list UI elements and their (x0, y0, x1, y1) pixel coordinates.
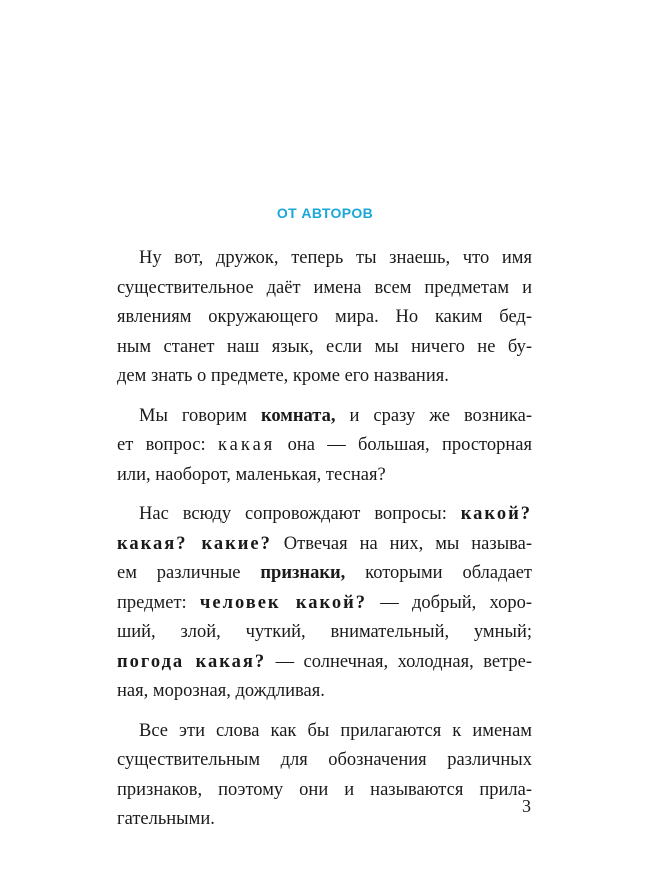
text-line: Все эти слова как бы прилагаются к именам (139, 720, 532, 741)
bold-term: комната, (260, 405, 336, 426)
text-segment: ет вопрос: (117, 435, 218, 455)
text-line: или, наоборот, маленькая, тесная? (117, 464, 386, 485)
text-segment: — солнечная, холодная, ветре- (266, 651, 532, 672)
text-line: ший, злой, чуткий, внимательный, умный; (117, 622, 532, 642)
paragraph-3 (117, 500, 532, 707)
text-line (117, 589, 532, 619)
text-segment: Отвечая на них, мы называ- (271, 533, 532, 554)
paragraph-1 (117, 244, 532, 392)
text-line: признаков, поэтому они и называются прила- (117, 779, 532, 800)
text-line (117, 500, 532, 530)
text-segment: и сразу же возника- (335, 405, 532, 426)
text-segment: — добрый, хоро- (367, 592, 532, 613)
text-line (117, 431, 532, 461)
text-segment: Мы говорим (139, 405, 261, 426)
bold-term: признаки, (260, 563, 346, 583)
section-heading: ОТ АВТОРОВ (276, 205, 374, 221)
text-line: Ну вот, дружок, теперь ты знаешь, что имя (139, 248, 532, 268)
text-line (117, 648, 532, 678)
text-segment: предмет: (117, 592, 200, 613)
bold-spaced-term: какая? какие? (117, 533, 272, 554)
text-line: явлениям окружающего мира. Но каким бед- (117, 307, 532, 327)
text-segment: которыми обладает (345, 563, 533, 583)
body-text (117, 244, 532, 835)
text-line: ным станет наш язык, если мы ничего не бу- (117, 336, 532, 357)
bold-spaced-term: какой? (460, 504, 532, 524)
text-line: существительное даёт имена всем предметам и (117, 277, 532, 298)
paragraph-2 (117, 402, 532, 491)
spaced-term: какая (217, 435, 276, 455)
bold-spaced-term: человек какой? (199, 592, 368, 613)
text-line (117, 559, 532, 589)
text-segment: ем различные (117, 563, 261, 583)
text-segment: Нас всюду сопровождают вопросы: (139, 504, 461, 524)
text-line (117, 402, 532, 432)
text-line: существительным для обозначения различных (117, 750, 532, 770)
text-line: дем знать о предмете, кроме его названия. (117, 366, 449, 386)
text-line (117, 530, 532, 560)
text-line: гательными. (117, 809, 215, 829)
page-number: 3 (522, 796, 531, 816)
paragraph-4 (117, 717, 532, 835)
bold-spaced-term: погода какая? (117, 651, 267, 672)
text-segment: она — большая, просторная (275, 435, 532, 455)
text-line: ная, морозная, дождливая. (117, 681, 325, 701)
